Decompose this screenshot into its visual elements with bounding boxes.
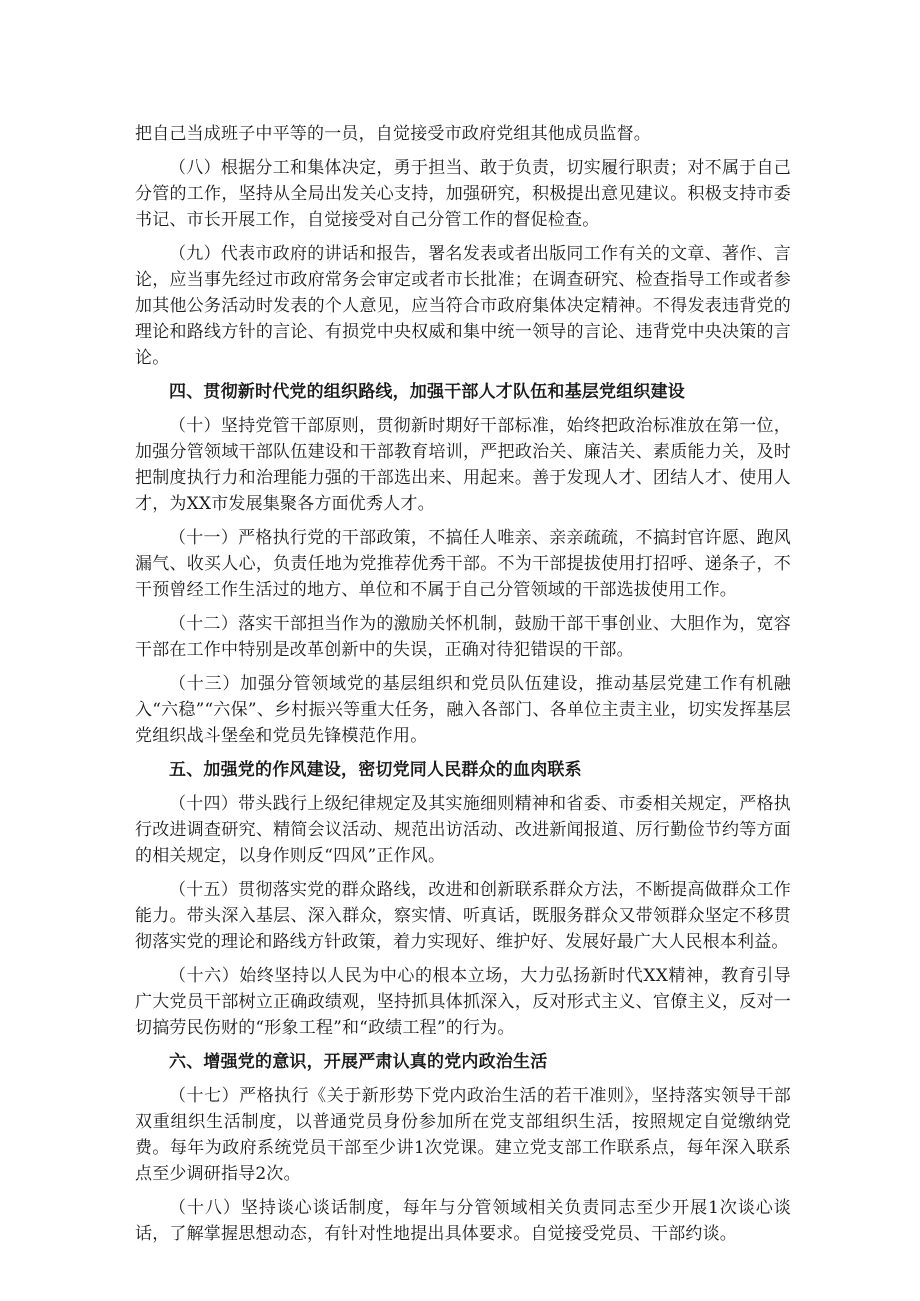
paragraph-item-14: （十四）带头践行上级纪律规定及其实施细则精神和省委、市委相关规定，严格执行改进调查研究、精简会议活动、规范出访活动、改进新闻报道、厉行勤俭节约等方面的相关规定，以身作则反“四风”正作风。	[135, 794, 791, 866]
paragraph-item-9: （九）代表市政府的讲话和报告，署名发表或者出版同工作有关的文章、著作、言论，应当事先经过市政府常务会审定或者市长批准；在调查研究、检查指导工作或者参加其他公务活动时发表的个人意见，应当符合市政府集体决定精神。不得发表违背党的理论和路线方针的言论、有损党中央权威和集中统一领导的言论、违背党中央决策的言论。	[135, 244, 791, 368]
section-heading-5: 五、加强党的作风建设，密切党同人民群众的血肉联系	[169, 760, 582, 780]
section-heading-6: 六、增强党的意识，开展严肃认真的党内政治生活	[169, 1052, 548, 1072]
paragraph-item-16: （十六）始终坚持以人民为中心的根本立场，大力弘扬新时代XX精神，教育引导广大党员干部树立正确政绩观，坚持抓具体抓深入，反对形式主义、官僚主义，反对一切搞劳民伤财的“形象工程”和“政绩工程”的行为。	[135, 966, 791, 1038]
paragraph-item-11: （十一）严格执行党的干部政策，不搞任人唯亲、亲亲疏疏，不搞封官许愿、跑风漏气、收买人心，负责任地为党推荐优秀干部。不为干部提拔使用打招呼、递条子，不干预曾经工作生活过的地方、单位和不属于自己分管领域的干部选拔使用工作。	[135, 528, 791, 600]
paragraph-item-18: （十八）坚持谈心谈话制度，每年与分管领域相关负责同志至少开展1次谈心谈话，了解掌握思想动态，有针对性地提出具体要求。自觉接受党员、干部约谈。	[135, 1198, 791, 1244]
paragraph-item-10: （十）坚持党管干部原则，贯彻新时期好干部标准，始终把政治标准放在第一位，加强分管领域干部队伍建设和干部教育培训，严把政治关、廉洁关、素质能力关，及时把制度执行力和治理能力强的干部选出来、用起来。善于发现人才、团结人才、使用人才，为XX市发展集聚各方面优秀人才。	[135, 416, 791, 514]
paragraph-item-12: （十二）落实干部担当作为的激励关怀机制，鼓励干部干事创业、大胆作为，宽容干部在工作中特别是改革创新中的失误，正确对待犯错误的干部。	[135, 614, 791, 660]
paragraph-item-8: （八）根据分工和集体决定，勇于担当、敢于负责，切实履行职责；对不属于自己分管的工作，坚持从全局出发关心支持，加强研究，积极提出意见建议。积极支持市委书记、市长开展工作，自觉接受对自己分管工作的督促检查。	[135, 158, 791, 230]
section-heading-4: 四、贯彻新时代党的组织路线，加强干部人才队伍和基层党组织建设	[169, 382, 685, 402]
paragraph-item-17: （十七）严格执行《关于新形势下党内政治生活的若干准则》，坚持落实领导干部双重组织生活制度，以普通党员身份参加所在党支部组织生活，按照规定自觉缴纳党费。每年为政府系统党员干部至少讲1次党课。建立党支部工作联系点，每年深入联系点至少调研指导2次。	[135, 1086, 791, 1184]
paragraph-item-13: （十三）加强分管领域党的基层组织和党员队伍建设，推动基层党建工作有机融入“六稳”“六保”、乡村振兴等重大任务，融入各部门、各单位主责主业，切实发挥基层党组织战斗堡垒和党员先锋模范作用。	[135, 674, 791, 746]
document-page	[135, 121, 791, 1255]
paragraph-item-15: （十五）贯彻落实党的群众路线，改进和创新联系群众方法，不断提高做群众工作能力。带头深入基层、深入群众，察实情、听真话，既服务群众又带领群众坚定不移贯彻落实党的理论和路线方针政策，着力实现好、维护好、发展好最广大人民根本利益。	[135, 880, 791, 952]
paragraph-continuation: 把自己当成班子中平等的一员，自觉接受市政府党组其他成员监督。	[135, 124, 651, 144]
